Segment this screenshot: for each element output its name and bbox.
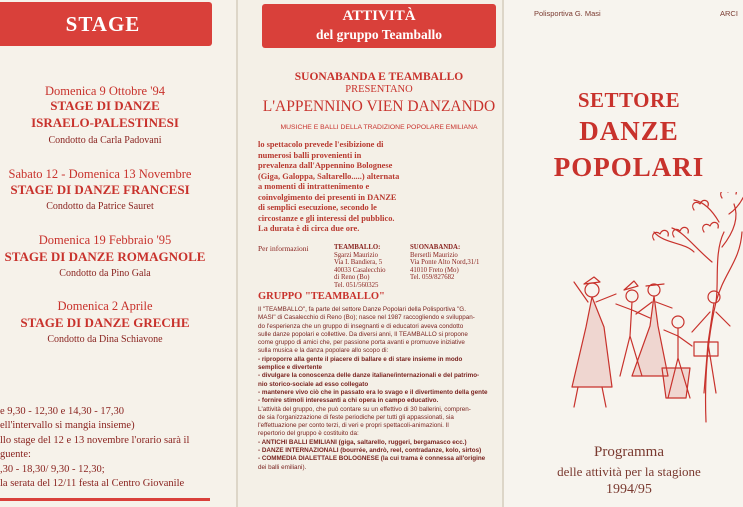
gruppo-line: - mantenere vivo ciò che in passato era lo svago e il divertimento della gente bbox=[258, 388, 488, 396]
note-line: ,30 - 18,30/ 9,30 - 12,30; bbox=[0, 463, 105, 475]
gruppo-title: GRUPPO "TEAMBALLO" bbox=[258, 291, 385, 302]
cover-panel bbox=[504, 0, 743, 507]
note-line: la serata del 12/11 festa al Centro Giovanile bbox=[0, 478, 185, 490]
programma-label: Programma bbox=[594, 444, 664, 460]
note-line: guente: bbox=[0, 449, 31, 461]
arci-label: ARCI bbox=[720, 9, 738, 18]
contact-line: SUONABANDA: bbox=[410, 244, 461, 251]
gruppo-line: - DANZE INTERNAZIONALI (bourrée, andrò, reel, contradanze, kolo, sirtos) bbox=[258, 447, 482, 455]
gruppo-line: nio storico-sociale ad esso collegato bbox=[258, 380, 369, 388]
gruppo-line: Il "TEAMBALLO", fa parte del settore Danze Popolari della Polisportiva "G. bbox=[258, 306, 466, 313]
org-name: Polisportiva G. Masi bbox=[534, 9, 601, 18]
contact-line: Via I. Bandiera, 5 bbox=[334, 259, 383, 267]
description-line: di semplici esecuzione, secondo le bbox=[258, 203, 377, 212]
event-title: STAGE DI DANZE GRECHE bbox=[20, 315, 190, 330]
attivita-banner-title: ATTIVITÀ bbox=[342, 8, 416, 24]
info-label: Per informazioni bbox=[258, 244, 309, 253]
gruppo-line: l'effettuazione per conto terzi, di veri e propri spettacoli-animazioni. Il bbox=[258, 422, 449, 430]
gruppo-line: sulla musica e la danza popolare allo scopo di: bbox=[258, 347, 389, 355]
event-lead: Condotto da Dina Schiavone bbox=[47, 334, 163, 345]
attivita-banner-subtitle: del gruppo Teamballo bbox=[315, 27, 443, 42]
gruppo-line: dei balli emiliani). bbox=[258, 463, 307, 471]
description-line: numerosi balli provenienti in bbox=[258, 150, 362, 160]
description-line: (Giga, Galoppa, Saltarello.....) alternata bbox=[258, 171, 400, 181]
cover-title-line: POPOLARI bbox=[553, 152, 705, 182]
event-date: Domenica 9 Ottobre '94 bbox=[45, 84, 165, 98]
gruppo-line: - COMMEDIA DIALETTALE BOLOGNESE (la cui trama è connessa all'origine bbox=[258, 455, 486, 463]
contact-line: di Reno (Bo) bbox=[334, 274, 370, 282]
contact-line: Tel. 051/560325 bbox=[334, 281, 379, 289]
event-lead: Condotto da Pino Gala bbox=[59, 268, 151, 279]
description-line: La durata è di circa due ore. bbox=[258, 224, 360, 233]
gruppo-line: - riproporre alla gente il piacere di ballare e di stare insieme in modo bbox=[258, 355, 463, 363]
description-line: prevalenza dall'Appennino Bolognese bbox=[258, 161, 393, 170]
stage-banner bbox=[0, 2, 212, 46]
gruppo-line: semplice e divertente bbox=[258, 364, 323, 372]
bottom-rule bbox=[0, 498, 210, 501]
event-title: STAGE DI DANZE bbox=[50, 98, 160, 113]
gruppo-line: - fornire stimoli interessanti a chi opera in campo educativo. bbox=[258, 397, 439, 405]
cover-title-line: DANZE bbox=[579, 116, 679, 146]
contact-line: 41010 Freto (Mo) bbox=[410, 266, 459, 274]
event-title: ISRAELO-PALESTINESI bbox=[31, 115, 179, 130]
gruppo-text bbox=[258, 306, 498, 472]
presenters: SUONABANDA E TEAMBALLO bbox=[294, 71, 464, 83]
season-years: 1994/95 bbox=[606, 482, 652, 497]
presentano: PRESENTANO bbox=[345, 84, 413, 95]
event-date: Domenica 2 Aprile bbox=[57, 299, 153, 313]
contact-line: TEAMBALLO: bbox=[334, 244, 381, 251]
season-subtitle: delle attività per la stagione bbox=[557, 464, 701, 479]
attivita-banner bbox=[262, 4, 496, 48]
contact-suonabanda bbox=[410, 244, 479, 282]
stage-notes bbox=[0, 405, 236, 491]
description-line: coinvolgimento dei presenti in DANZE bbox=[258, 192, 397, 202]
description-line: a momenti di intrattenimento e bbox=[258, 182, 370, 191]
note-line: e 9,30 - 12,30 e 14,30 - 17,30 bbox=[0, 406, 124, 417]
gruppo-line: sulle danze popolari e collettive. Da diversi anni, Il TEAMBALLO si propone bbox=[258, 330, 468, 338]
event-lead: Condotto da Patrice Sauret bbox=[46, 201, 154, 212]
gruppo-line: L'attività del gruppo, che può contare su un effettivo di 30 ballerini, compren- bbox=[258, 405, 471, 413]
show-title: L'APPENNINO VIEN DANZANDO bbox=[262, 98, 496, 115]
event-title: STAGE DI DANZE ROMAGNOLE bbox=[4, 249, 206, 264]
description-line: lo spettacolo prevede l'esibizione di bbox=[258, 140, 384, 149]
event-date: Sabato 12 - Domenica 13 Novembre bbox=[8, 167, 192, 181]
contact-line: Bersetli Maurizio bbox=[410, 251, 458, 259]
cover-title-line: SETTORE bbox=[577, 88, 681, 112]
gruppo-line: de sia l'organizzazione di feste periodiche per tutti gli appassionati, sia bbox=[258, 413, 454, 421]
contact-teamballo bbox=[334, 244, 386, 290]
attivita-panel bbox=[238, 0, 502, 507]
event-lead: Condotto da Carla Padovani bbox=[48, 135, 162, 146]
note-line: ell'intervallo si mangia insieme) bbox=[0, 420, 135, 432]
gruppo-line: do l'esperienza che un gruppo di insegnanti e di educatori aveva condotto bbox=[258, 322, 464, 330]
contact-line: Tel. 059/827682 bbox=[410, 274, 455, 282]
event-date: Domenica 19 Febbraio '95 bbox=[38, 233, 172, 247]
show-description bbox=[258, 140, 399, 235]
gruppo-line: repertorio del gruppo è costituito da: bbox=[258, 430, 359, 438]
gruppo-line: - ANTICHI BALLI EMILIANI (giga, saltarello, ruggeri, bergamasco ecc.) bbox=[258, 438, 467, 446]
contact-line: 40033 Casalecchio bbox=[334, 266, 386, 274]
note-line: llo stage del 12 e 13 novembre l'orario sarà il bbox=[0, 434, 190, 446]
gruppo-line: come gruppo di amici che, per passione porta avanti e promuove iniziative bbox=[258, 339, 465, 347]
gruppo-line: - divulgare la conoscenza delle danze italiane/internazionali e del patrimo- bbox=[258, 372, 480, 380]
contact-line: Via Ponte Alto Nord,31/1 bbox=[410, 259, 480, 267]
dancers-illustration bbox=[544, 192, 743, 442]
stage-banner-title: STAGE bbox=[65, 12, 141, 36]
stage-panel bbox=[0, 0, 236, 507]
contact-line: Sgarzi Maurizio bbox=[334, 251, 378, 259]
show-subtitle: MUSICHE E BALLI DELLA TRADIZIONE POPOLARE EMILIANA bbox=[280, 124, 478, 131]
event-title: STAGE DI DANZE FRANCESI bbox=[10, 182, 190, 197]
description-line: circostanze e gli interessi del pubblico. bbox=[258, 213, 395, 223]
gruppo-line: MASI" di Casalecchio di Reno (Bo); nasce nel 1987 raccogliendo e sviluppan- bbox=[258, 314, 475, 322]
